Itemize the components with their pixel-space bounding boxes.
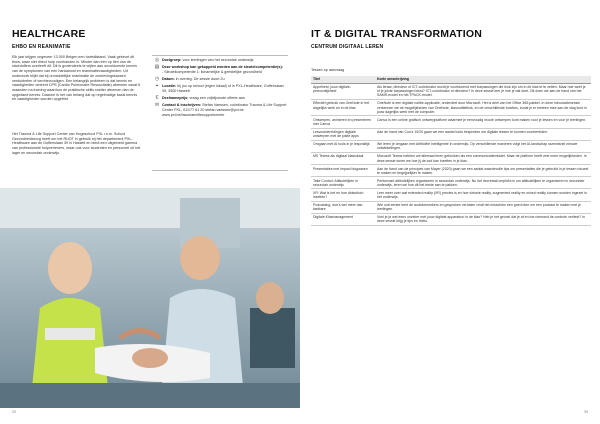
- table-row: [311, 140, 591, 152]
- workshop-description: Microsoft Teams hebben we allemaal leren gebruiken als een communicatiemiddel. Maar de platform heeft veel meer mogelijkheden. In deze sessie tonen we hoe jij de tool kan inzetten in je klas.: [375, 152, 591, 164]
- workshop-description: We leren je omgaan met Artificiële Intelligentie in onderwijs. Op verschillende manieren volgt het AI-landschap razendsnel nieuwe ontwikkelingen.: [375, 140, 591, 152]
- cpr-training-photo: [0, 188, 300, 408]
- info-label: Doelgroep:: [162, 58, 182, 62]
- info-row-date: [152, 77, 288, 82]
- workshop-title: Take Control: Attitudelijken in secundair onderwijs: [311, 177, 375, 189]
- table-row: [311, 177, 591, 189]
- info-row-location: [152, 84, 288, 93]
- mail-icon: ✉: [154, 102, 160, 109]
- money-icon: €: [155, 94, 159, 101]
- workshop-title: Effectief gebruik van OneNote in het dagelijks werk en in de klas: [311, 99, 375, 115]
- workshop-title: Presentaties met impact blogwaren: [311, 165, 375, 177]
- info-label: Locatie:: [162, 84, 177, 89]
- workshop-title: Digitale Klasmanagement: [311, 213, 375, 225]
- workshop-description: Aan de hand van de principes van Mayer (2020) gaan we een aantal waardevolle tips om presentaties die je gebruikt in je lessen visueel te maken en begrijpelijker te maken.: [375, 165, 591, 177]
- info-row-contact: [152, 103, 288, 117]
- info-text: - Sleutelcompetentie 1: lichamelijke & geestelijke gezondheid: [162, 69, 262, 74]
- workshop-title: Lesvoorbereidingen digitale ontwerpen met de juiste apps: [311, 128, 375, 140]
- info-label: Deze workshop kan gekoppeld worden aan de sleutelcompetentie(s):: [162, 65, 283, 70]
- info-row-price: [152, 96, 288, 101]
- info-text: vraag een vrijblijvende offerte aan: [189, 95, 245, 100]
- table-row: [311, 83, 591, 99]
- info-row-target: [152, 58, 288, 63]
- table-row: [311, 201, 591, 213]
- info-text: in overleg. De sessie duurt 2u: [175, 76, 225, 81]
- info-divider-top: [152, 55, 288, 56]
- table-row: [311, 213, 591, 225]
- workshop-title: Ontwerpen, animeren en presenteren met Canva: [311, 116, 375, 128]
- workshop-description: Canva is een online grafisch ontwerpplatform waarmee je eenvoudig mooie ontwerpen kunt maken voor je lessen en voor je leerlingen.: [375, 116, 591, 128]
- workshop-description: Performant attitudelijken organiseren in secundair onderwijs. Nu het decretaal verplicht is om attitudelijken te organiseren in secundair onderwijs, leren we hoe dit het beste aan te pakken.: [375, 177, 591, 189]
- info-label: Datum:: [162, 76, 175, 81]
- second-paragraph: Het Trauma & Life Support Center van Hogeschool PXL i.s.m. School Gezondheidszorg heeft om het RUOT in gebruik bij het departement PXL-Healthcare aan de Guffenslaan 39 in Hasselt en biedt een uitgebreid gamma van professionele hulpverleners, maar ook voor studenten en personeel uit het lager en secundair onderwijs.: [12, 132, 141, 155]
- workshop-description: Aan de hand van Coo's 10/20 gaan we een aantal tools bespreken om digitale lessen te kunnen voorbereiden.: [375, 128, 591, 140]
- workshop-description: Als leraar, directeur of ICT-coördinator wordt je voortdurend met toepassingen die leuk zijn om in de klas te te zetten. Maar hoe weet je of je juiste toepassingen kiest? ICT-coördinator of directeur? In deze sessie leer je hoe je dat doet. Dit doen we aan de hand van het SAMR-model en het TPACK-model.: [375, 83, 591, 99]
- intro-paragraph: Elk jaar krijgen ongeveer 13.000 Belgen een hartstilstand. Vaak gebeurt dit thuis, waar niet direct hulp voorhanden is. Minder dan één op tien van de slachtoffers overleeft dit. Dit is grotendeels te wijten aan onvoldoende kennis van de symptomen van een hartaanval en reanimatievaardigheden. Uit onderzoek blijkt dat bij onmiddellijke reanimatie de overlevingskansen verdubbelen of verdrievoudigen. Een belangrijk probleem is dat kennis en vaardigheden omtrent CPR (Cardio Pulmonaire Resuscitatie) afnemen vanaf 6 maanden na training waardoor de praktische skills snelter afnemen dan de opgedane kennis. Daarom is het van belang dat op regelmatige basis kennis en vaardigheden worden opgefrist.: [12, 55, 141, 102]
- workshop-title: Appelhest, jouw digitale-persoonlijkheid: [311, 83, 375, 99]
- section-subtitle: CENTRUM DIGITAAL LEREN: [311, 44, 384, 50]
- page-title-healthcare: HEALTHCARE: [12, 28, 86, 40]
- table-header-row: [311, 76, 591, 83]
- info-box: [152, 58, 288, 120]
- workshop-title: XR: Wat is het en hoe didactisch inzetten?: [311, 189, 375, 201]
- workshop-description: Wie ooit eerste leert de audiobezoekers en gesproken verhalen vindt het misschien een goed idee om een podcast te maken met je leerlingen.: [375, 201, 591, 213]
- column-header-title: Titel: [311, 76, 375, 83]
- info-label: Deelnameprijs:: [162, 95, 189, 100]
- section-subtitle: EHBO EN REANIMATIE: [12, 44, 71, 50]
- info-row-competences: [152, 65, 288, 74]
- info-text[interactable]: Stefan Vaessen, coördinator Trauma & Life Support Center PXL, 011/77 61 20 stefan.vaessen@pxl.be www.pxl.be/traumaenlifesupportcenter: [162, 103, 287, 117]
- clock-icon: ◷: [154, 75, 160, 82]
- page-number: 20: [12, 410, 16, 414]
- workshop-description: Leer meer over wat extended reality (XR) precies is en hoe virtuele reality, augmented reality en mixed reality kunnen worden ingezet in het onderwijs.: [375, 189, 591, 201]
- pin-icon: ⌖: [155, 83, 159, 90]
- table-row: [311, 189, 591, 201]
- workshop-title: MS Teams als digitaal klaslokaal: [311, 152, 375, 164]
- table-row: [311, 152, 591, 164]
- table-intro: Tessen op aanvraag: [311, 68, 345, 72]
- table-row: [311, 165, 591, 177]
- info-text: bij jou op school (eigen lokaal) of in PXL-Healthcare, Guffenslaan 39, 3500 Hasselt: [162, 84, 284, 93]
- info-text: voor leerlingen van het secundair onderwijs: [182, 58, 254, 62]
- table-row: [311, 128, 591, 140]
- workshop-title: Podcasting, doe's wel meer dan tastbare: [311, 201, 375, 213]
- table-row: [311, 99, 591, 115]
- workshop-title: Omgaan met AI tools in je lespraktijk: [311, 140, 375, 152]
- workshop-table: [311, 76, 591, 226]
- page-title-it: IT & DIGITAL TRANSFORMATION: [311, 28, 483, 40]
- page-number: 39: [584, 410, 588, 414]
- info-divider-bottom: [152, 170, 288, 171]
- info-label: Contact & inschrijven:: [162, 103, 202, 108]
- table-row: [311, 116, 591, 128]
- book-icon: ▤: [154, 64, 160, 71]
- target-icon: ◎: [154, 57, 160, 63]
- photo-illustration: [0, 188, 300, 408]
- workshop-description: Voel je je wel eens onzeker met jouw digitale apparatuur in de klas? Heb je het gevoel dat je af en toe niemand de controle verliest? In deze sessie krijg je tips en tricks.: [375, 213, 591, 225]
- column-header-description: Korte omschrijving: [375, 76, 591, 83]
- workshop-description: OneNote is een digitale notitie-applicatie, onderdeel door Microsoft. Het is deel van het Office 365-pakket. In deze introductiesessie verkennen we de mogelijkheden van OneNote, klasnotitieblok, en de verschillende functies, zodat je er meteen mee aan de slag kunt in jouw dagelijks werk met de computer.: [375, 99, 591, 115]
